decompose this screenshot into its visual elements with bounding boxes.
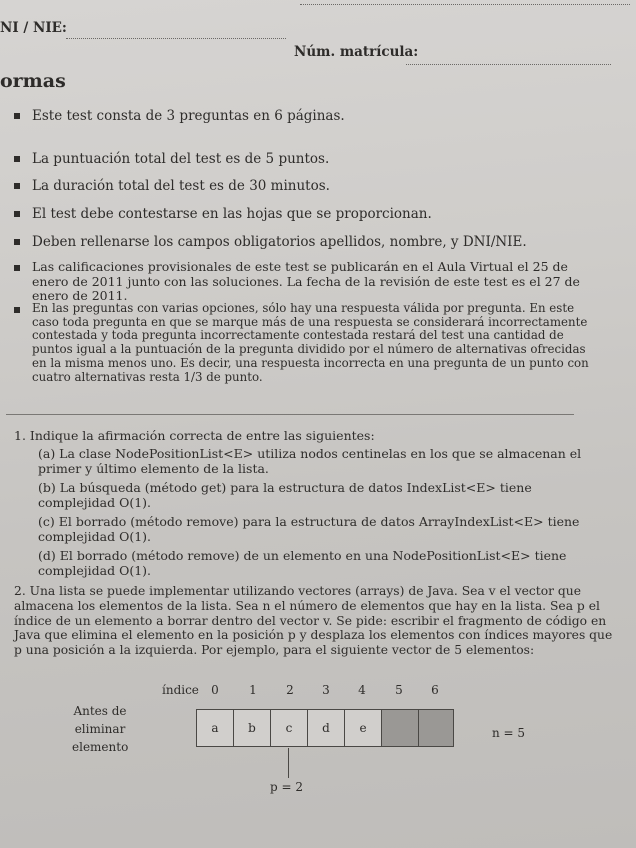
top-dotted-line xyxy=(300,4,630,5)
figure-caption: Antes de eliminar elemento xyxy=(72,704,129,754)
n-value-label: n = 5 xyxy=(492,726,526,740)
index-label: 6 xyxy=(431,683,439,697)
figure-indice-label: índice xyxy=(162,683,199,697)
rule-item: La puntuación total del test es de 5 puntos. xyxy=(6,151,606,169)
question-1-option-a[interactable]: (a) La clase NodePositionList<E> utiliza nodos centinelas en los que se almacenan el primer y último elemento de la lista. xyxy=(38,446,582,476)
bullet-square-icon xyxy=(14,211,20,217)
array-cell: d xyxy=(307,709,345,747)
bullet-square-icon xyxy=(14,113,20,119)
array-cell: c xyxy=(270,709,308,747)
bullet-square-icon xyxy=(14,183,20,189)
index-label: 1 xyxy=(249,683,257,697)
p-value-label: p = 2 xyxy=(270,780,303,794)
index-label: 2 xyxy=(286,683,294,697)
array-cell-empty xyxy=(381,709,419,747)
index-label: 4 xyxy=(358,683,366,697)
rule-item: En las preguntas con varias opciones, sólo hay una respuesta válida por pregunta. En este caso toda pregunta en que se marque más de una respuesta se considerará incorrectamente contestada y toda pregunta incorrectamente contestada restará del test una cantidad de puntos igual a la puntuación de la pregunta dividido por el número de alternativas ofrecidas en la misma menos uno. Es decir, una respuesta incorrecta en una pregunta de un punto con cuatro alternativas resta 1/3 de punto. xyxy=(6,302,606,402)
bullet-square-icon xyxy=(14,239,20,245)
question-1-option-d[interactable]: (d) El borrado (método remove) de un elemento en una NodePositionList<E> tiene complejidad O(1). xyxy=(38,548,567,578)
rule-item: La duración total del test es de 30 minutos. xyxy=(6,178,606,196)
array-cell: b xyxy=(233,709,271,747)
matricula-label: Núm. matrícula: xyxy=(294,44,419,60)
dni-field[interactable] xyxy=(66,38,286,39)
array-cell: e xyxy=(344,709,382,747)
matricula-field[interactable] xyxy=(406,64,611,65)
section-title: ormas xyxy=(0,70,66,92)
question-1-option-b[interactable]: (b) La búsqueda (método get) para la estructura de datos IndexList<E> tiene complejidad O(1). xyxy=(38,480,532,510)
rule-item: El test debe contestarse en las hojas que se proporcionan. xyxy=(6,206,606,224)
question-1-option-c[interactable]: (c) El borrado (método remove) para la estructura de datos ArrayIndexList<E> tiene complejidad O(1). xyxy=(38,514,580,544)
section-divider xyxy=(6,414,574,415)
bullet-square-icon xyxy=(14,307,20,313)
rule-item: Deben rellenarse los campos obligatorios apellidos, nombre, y DNI/NIE. xyxy=(6,234,606,252)
index-label: 3 xyxy=(322,683,330,697)
array-cell: a xyxy=(196,709,234,747)
index-label: 5 xyxy=(395,683,403,697)
dni-label: NI / NIE: xyxy=(0,20,67,36)
rule-item: Las calificaciones provisionales de este test se publicarán en el Aula Virtual el 25 de enero de 2011 junto con las soluciones. La fecha de la revisión de este test es el 27 de enero de 2011. xyxy=(6,260,606,292)
rule-item: Este test consta de 3 preguntas en 6 páginas. xyxy=(6,108,606,126)
question-2-text: 2. Una lista se puede implementar utilizando vectores (arrays) de Java. Sea v el vector que almacena los elementos de la lista. Sea n el número de elementos que hay en la lista. Sea p el índice de un elemento a borrar dentro del vector v. Se pide: escribir el fragmento de código en Java que elimina el elemento en la posición p y desplaza los elementos con índices mayores que p una posición a la izquierda. Por ejemplo, para el siguiente vector de 5 elementos: xyxy=(14,584,613,658)
p-pointer-line xyxy=(288,748,289,778)
bullet-square-icon xyxy=(14,265,20,271)
index-label: 0 xyxy=(211,683,219,697)
question-1-stem: 1. Indique la afirmación correcta de entre las siguientes: xyxy=(14,428,375,443)
bullet-square-icon xyxy=(14,156,20,162)
array-cell-empty xyxy=(418,709,454,747)
